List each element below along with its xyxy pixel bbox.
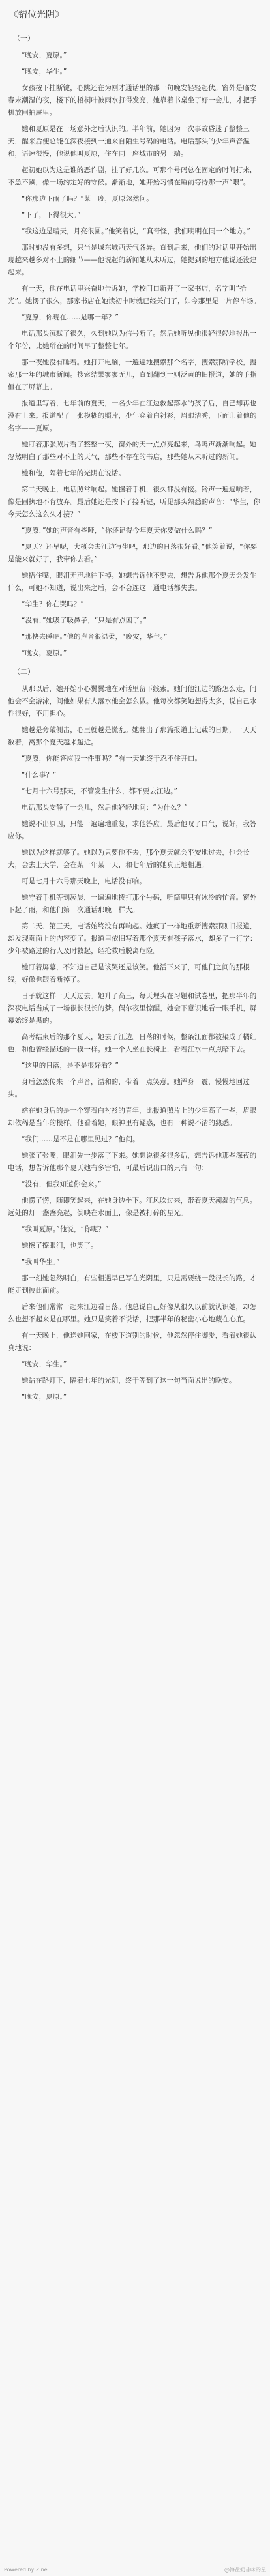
story-paragraph: 第二天晚上，电话照常响起。她握着手机，很久都没有接。铃声一遍遍响着，像是固执地不肯放弃。最后她还是按下了接听键，听见那头熟悉的声音：“华生，你今天怎么这么久才接？” bbox=[8, 486, 261, 518]
story-paragraph: “晚安，夏原。” bbox=[22, 649, 67, 657]
story-paragraph: “什么事？” bbox=[22, 771, 57, 779]
story-paragraph: 有一天晚上，他送她回家，在楼下道别的时候，他忽然停住脚步，看着她很认真地说： bbox=[8, 1332, 257, 1352]
story-paragraph: 她以为这样就够了。她以为只要他不去，那个夏天就会平安地过去，他会长大，会去上大学，会在某一年某一天，和七年后的她真正地相遇。 bbox=[8, 849, 250, 869]
story-paragraph: “我这边是晴天，月亮很圆。”他笑着说，“真奇怪，我们明明在同一个地方。” bbox=[22, 227, 250, 235]
story-paragraph: “晚安，华生。” bbox=[22, 68, 67, 76]
story-paragraph: “夏原，你现在……是哪一年？” bbox=[22, 314, 119, 321]
article-body bbox=[8, 33, 262, 1403]
powered-by-label: Powered by Zine bbox=[4, 2566, 48, 2573]
story-paragraph: 她越是旁敲侧击，心里就越是慌乱。她翻出了那篇报道上记载的日期，一天天数着，离那个夏天越来越近。 bbox=[8, 726, 257, 746]
story-paragraph: “晚安，夏原。” bbox=[22, 1393, 67, 1401]
author-watermark: @海盐奶昔味的星 bbox=[224, 2566, 266, 2573]
story-paragraph: “晚安，华生。” bbox=[22, 1360, 67, 1368]
page-footer bbox=[0, 2563, 270, 2576]
story-paragraph: “下了，下得很大。” bbox=[22, 211, 81, 219]
story-paragraph: 他愣了愣，随即笑起来，在她身边坐下。江风吹过来，带着夏天潮湿的气息。远处的灯一盏盏亮起，倒映在水面上，像是被打碎的星光。 bbox=[8, 1197, 257, 1217]
story-paragraph: 日子就这样一天天过去。她升了高三，每天埋头在习题和试卷里，把那半年的深夜电话当成了一场很长很长的梦。偶尔夜里惊醒，她会下意识地看一眼手机，屏幕始终是黑的。 bbox=[8, 992, 257, 1025]
story-paragraph: 她盯着屏幕，不知道自己是该哭还是该笑。他活下来了，可他们之间的那根线，好像也跟着断掉了。 bbox=[8, 963, 250, 984]
story-paragraph: 起初她以为这是谁的恶作剧，挂了好几次。可那个号码总在固定的时间打来，不急不躁，像一场约定好的守候。渐渐地，她开始习惯在睡前等待那一声“喂”。 bbox=[8, 166, 257, 186]
story-paragraph: 她盯着那张照片看了整整一夜，窗外的天一点点亮起来，鸟鸣声渐渐响起。她忽然明白了那些对不上的天气，那些不存在的书店，那些她从未听过的新闻。 bbox=[8, 441, 257, 461]
story-paragraph: 第二天、第三天，电话始终没有再响起。她疯了一样地重新搜索那则旧报道，却发现页面上的内容变了。报道里依旧写着那个夏天有孩子落水，却多了一行字：少年被路过的行人及时救起，经抢救后脱离危险。 bbox=[8, 922, 257, 955]
story-paragraph: 后来他们常常一起来江边看日落。他总说自己好像从很久以前就认识她，却怎么也想不起来是在哪里。她只是笑着不说话，把那半年的秘密小心地藏在心底。 bbox=[8, 1303, 257, 1323]
story-paragraph: 站在她身后的是一个穿着白衬衫的青年，比报道照片上的少年高了一些，眉眼却依稀是当年的模样。他看着她，眼神里有疑惑，也有一种说不清的熟悉。 bbox=[8, 1107, 257, 1127]
story-paragraph: 那一刻她忽然明白，有些相遇早已写在光阴里，只是需要绕一段很长的路，才能走到彼此面前。 bbox=[8, 1274, 257, 1295]
story-paragraph: “你那边下雨了吗？”某一晚，夏原忽然问。 bbox=[22, 195, 153, 203]
story-paragraph: “夏原，你能答应我一件事吗？”有一天她终于忍不住开口。 bbox=[22, 755, 202, 763]
story-paragraph: 报道里写着，七年前的夏天，一名少年在江边救起落水的孩子后，自己却再也没有上来。报道配了一张模糊的照片，少年穿着白衬衫，眉眼清秀，下面印着他的名字——夏原。 bbox=[8, 400, 257, 432]
story-paragraph: “华生？你在哭吗？” bbox=[22, 600, 84, 608]
story-paragraph: “晚安，夏原。” bbox=[22, 51, 67, 59]
section-heading: （二） bbox=[13, 667, 35, 676]
story-paragraph: “夏原，”她的声音有些哑，“你还记得今年夏天你要做什么吗？” bbox=[22, 527, 213, 534]
story-paragraph: 可是七月十六号那天晚上，电话没有响。 bbox=[22, 877, 146, 885]
story-paragraph: “那快去睡吧。”他的声音很温柔，“晚安，华生。” bbox=[22, 633, 168, 641]
story-paragraph: “这里的日落，是不是很好看？” bbox=[22, 1062, 119, 1070]
story-paragraph: “我们……是不是在哪里见过？”他问。 bbox=[22, 1135, 140, 1143]
story-paragraph: 她和他，隔着七年的光阴在说话。 bbox=[22, 469, 125, 477]
section-heading: （一） bbox=[13, 34, 35, 42]
story-paragraph: 有一天，他在电话里兴奋地告诉她，学校门口新开了一家书店，名字叫“拾光”。她愣了很久，那家书店在她读初中时就已经关门了，如今那里是一片停车场。 bbox=[8, 285, 261, 305]
story-paragraph: 她张了张嘴，眼泪先一步落了下来。她想说很多很多话，想告诉他那些深夜的电话，想告诉他那个夏天她有多害怕，可最后说出口的只有一句： bbox=[8, 1152, 257, 1172]
story-paragraph: “夏天？还早呢，大概会去江边写生吧，那边的日落很好看。”他笑着说，“你要是能来就好了，我带你去看。” bbox=[8, 543, 258, 563]
story-paragraph: 身后忽然传来一个声音，温和的，带着一点笑意。她浑身一震，慢慢地回过头。 bbox=[8, 1078, 250, 1098]
story-paragraph: “没有，”她吸了吸鼻子，“只是有点困了。” bbox=[22, 617, 147, 624]
story-paragraph: 她站在路灯下，隔着七年的光阴，终于等到了这一句当面说出的晚安。 bbox=[22, 1377, 236, 1384]
story-paragraph: 从那以后，她开始小心翼翼地在对话里留下线索。她问他江边的路怎么走，问他会不会游泳，问他如果有人落水他会怎么做。他每次都笑她想得太多，说自己水性很好，不用担心。 bbox=[8, 685, 257, 718]
story-section bbox=[8, 666, 262, 1403]
story-paragraph: 她守着手机等到凌晨，一遍遍地拨打那个号码，听筒里只有冰冷的忙音。窗外下起了雨，和他们第一次通话那晚一样大。 bbox=[8, 894, 257, 914]
story-paragraph: “七月十六号那天，不管发生什么，都不要去江边。” bbox=[22, 787, 178, 795]
story-paragraph: 女孩按下挂断键，心跳还在为刚才通话里的那一句晚安轻轻起伏。窗外是临安春末潮湿的夜，楼下的梧桐叶被雨水打得发亮，她靠着书桌坐了好一会儿，才把手机放回抽屉里。 bbox=[8, 84, 257, 117]
story-paragraph: 高考结束后的那个夏天，她去了江边。日落的时候，整条江面都被染成了橘红色，和他曾经描述的一模一样。她一个人坐在长椅上，看着江水一点点暗下去。 bbox=[8, 1033, 257, 1053]
story-paragraph: 那时她没有多想，只当是城东城西天气各异。直到后来，他们的对话里开始出现越来越多对不上的细节——他说起的新闻她从未听过，她提到的地方他说还没建起来。 bbox=[8, 244, 257, 276]
story-paragraph: 她说不出原因，只能一遍遍地重复，求他答应。最后他叹了口气，说好，我答应你。 bbox=[8, 820, 257, 840]
story-paragraph: 那一夜她没有睡着。她打开电脑，一遍遍地搜索那个名字，搜索那所学校，搜索那一年的城市新闻。搜索结果寥寥无几，直到翻到一则泛黄的旧报道，她的手指僵在了屏幕上。 bbox=[8, 359, 257, 391]
story-paragraph: 她擦了擦眼泪，也笑了。 bbox=[22, 1242, 98, 1250]
story-paragraph: “没有，但我知道你会来。” bbox=[22, 1180, 102, 1188]
story-paragraph: “我叫夏原。”他说，“你呢？” bbox=[22, 1225, 109, 1233]
story-paragraph: “我叫华生。” bbox=[22, 1258, 60, 1266]
story-paragraph: 她和夏原是在一场意外之后认识的。半年前，她因为一次事故昏迷了整整三天，醒来后便总能在深夜接到一通来自陌生号码的电话。电话那头的少年声音温和，语速很慢，他说他叫夏原，住在同一座城市的另一端。 bbox=[8, 125, 250, 158]
story-paragraph: 电话那头沉默了很久，久到她以为信号断了。然后她听见他很轻很轻地报出一个年份，比她所在的时间早了整整七年。 bbox=[8, 330, 257, 350]
story-section bbox=[8, 33, 262, 660]
article-title: 《错位光阴》 bbox=[9, 10, 64, 20]
story-paragraph: 她捂住嘴，眼泪无声地往下掉。她想告诉他不要去，想告诉他那个夏天会发生什么，可她不知道，说出来之后，会不会连这一通电话都失去。 bbox=[8, 572, 257, 592]
story-paragraph: 电话那头安静了一会儿，然后他轻轻地问：“为什么？” bbox=[22, 804, 188, 812]
